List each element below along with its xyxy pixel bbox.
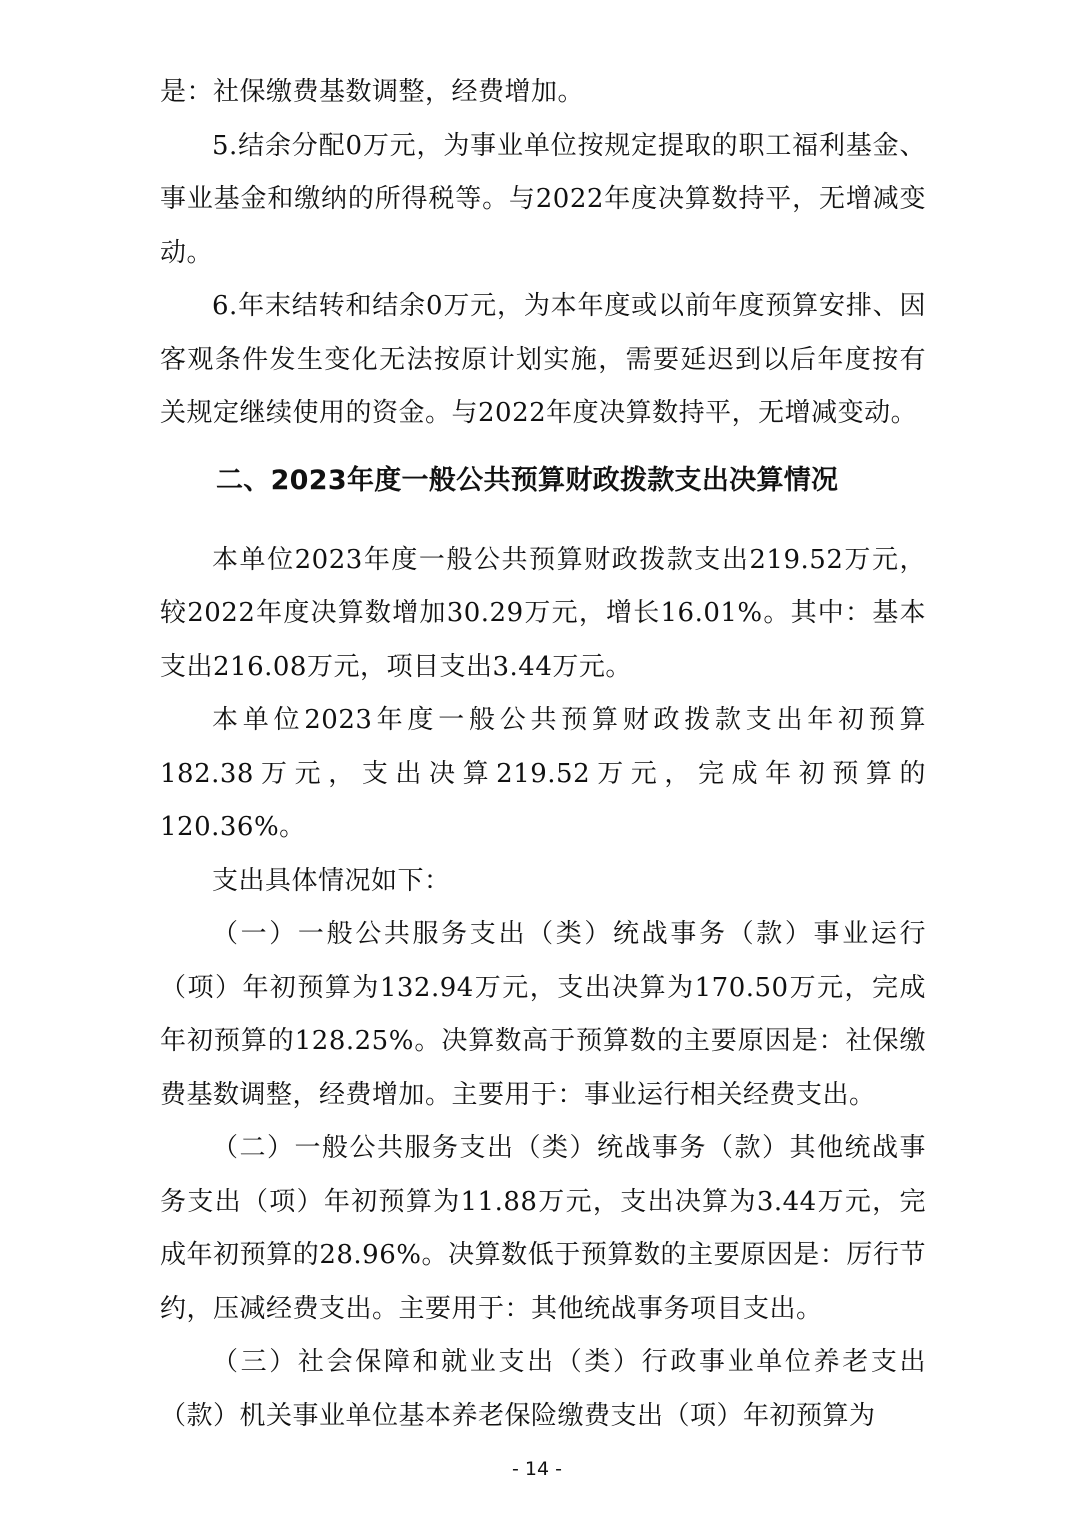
year-end-balance-paragraph: 6.年末结转和结余0万元，为本年度或以前年度预算安排、因客观条件发生变化无法按原计划实施，需要延迟到以后年度按有关规定继续使用的资金。与2022年度决算数持平，无增减变动。 [160, 291, 926, 428]
balance-distribution-paragraph: 5.结余分配0万元，为事业单位按规定提取的职工福利基金、事业基金和缴纳的所得税等。与2022年度决算数持平，无增减变动。 [160, 130, 926, 268]
item-three-paragraph: （三）社会保障和就业支出（类）行政事业单位养老支出（款）机关事业单位基本养老保险缴费支出（项）年初预算为 [160, 1347, 926, 1431]
item-two-paragraph: （二）一般公共服务支出（类）统战事务（款）其他统战事务支出（项）年初预算为11.88万元，支出决算为3.44万元，完成年初预算的28.96%。决算数低于预算数的主要原因是：厉行节约，压减经费支出。主要用于：其他统战事务项目支出。 [160, 1133, 926, 1324]
total-expenditure-paragraph: 本单位2023年度一般公共预算财政拨款支出219.52万元，较2022年度决算数增加30.29万元，增长16.01%。其中：基本支出216.08万元，项目支出3.44万元。 [160, 544, 926, 682]
page-number: - 14 - [512, 1458, 562, 1480]
details-intro-paragraph: 支出具体情况如下： [212, 865, 451, 896]
budget-completion-paragraph: 本单位2023年度一般公共预算财政拨款支出年初预算182.38万元，支出决算219.52万元，完成年初预算的120.36%。 [160, 705, 926, 842]
section-heading: 二、2023年度一般公共预算财政拨款支出决算情况 [216, 464, 839, 496]
document-page [160, 66, 926, 1443]
item-one-paragraph: （一）一般公共服务支出（类）统战事务（款）事业运行（项）年初预算为132.94万元，支出决算为170.50万元，完成年初预算的128.25%。决算数高于预算数的主要原因是：社保缴费基数调整，经费增加。主要用于：事业运行相关经费支出。 [160, 919, 926, 1110]
continuation-paragraph: 是：社保缴费基数调整，经费增加。 [160, 77, 585, 107]
